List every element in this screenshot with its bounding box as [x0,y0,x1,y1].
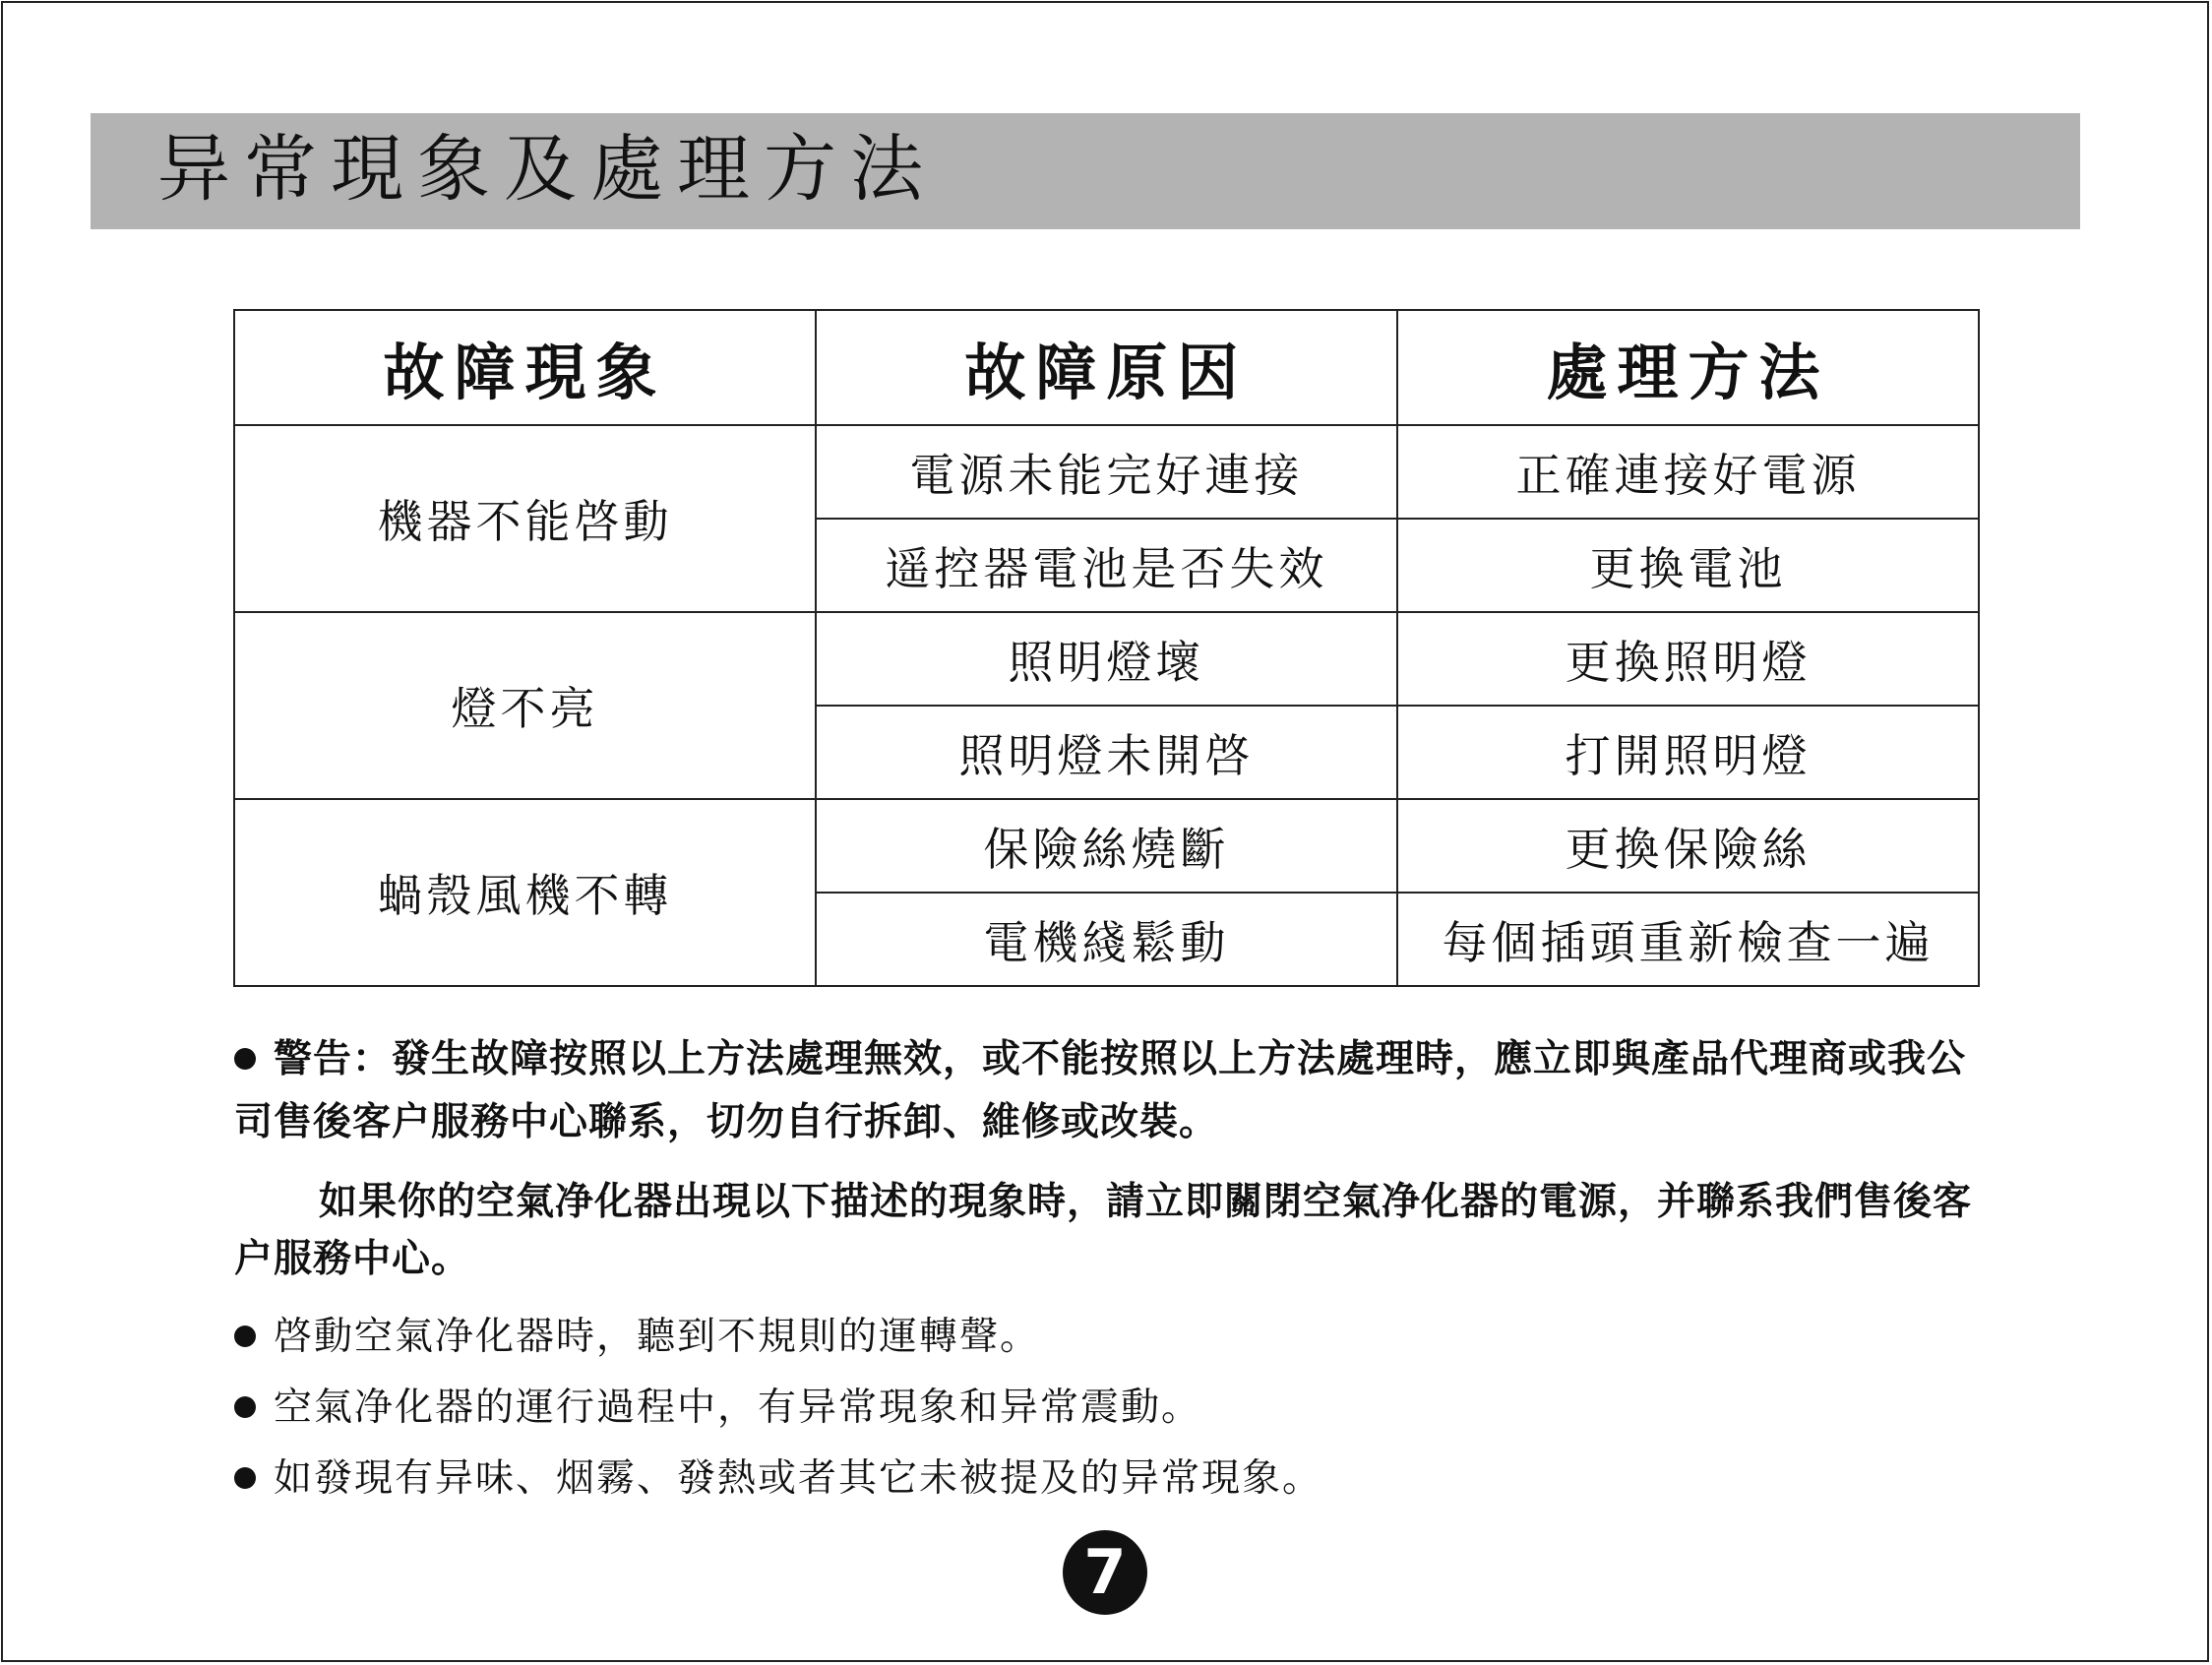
contact-paragraph: 如果你的空氣净化器出現以下描述的現象時，請立即關閉空氣净化器的電源，并聯系我們售後客户服務中心。 [234,1180,1973,1281]
list-item-text: 啓動空氣净化器時，聽到不規則的運轉聲。 [274,1315,1041,1359]
solution-cell: 更換照明燈 [1397,612,1979,706]
header-symptom: 故障現象 [234,310,816,425]
solution-cell: 打開照明燈 [1397,706,1979,799]
cause-cell: 照明燈壞 [816,612,1397,706]
solution-cell: 更換保險絲 [1397,799,1979,893]
title-bar [91,113,2080,229]
notes-section [234,1028,1976,1514]
warning-note [234,1028,1976,1154]
page-title: 异常現象及處理方法 [157,127,937,212]
list-item-text: 空氣净化器的運行過程中，有异常現象和异常震動。 [274,1386,1202,1430]
table-header-row [234,310,1979,425]
list-item [234,1444,1976,1514]
bullet-icon [234,1396,256,1418]
header-cause: 故障原因 [816,310,1397,425]
solution-cell: 每個插頭重新檢查一遍 [1397,893,1979,986]
table-row [234,799,1979,893]
solution-cell: 更換電池 [1397,519,1979,612]
bullet-icon [234,1048,256,1070]
table-row [234,425,1979,519]
list-item [234,1302,1976,1373]
list-item-text: 如發現有异味、烟霧、發熱或者其它未被提及的异常現象。 [274,1456,1323,1501]
cause-cell: 保險絲燒斷 [816,799,1397,893]
symptom-cell: 燈不亮 [234,612,816,799]
bullet-icon [234,1467,256,1489]
symptom-cell: 蝸殼風機不轉 [234,799,816,986]
header-solution: 處理方法 [1397,310,1979,425]
list-item [234,1373,1976,1444]
page-number-badge: 7 [1063,1530,1147,1615]
cause-cell: 電機綫鬆動 [816,893,1397,986]
cause-cell: 遥控器電池是否失效 [816,519,1397,612]
warning-text: 警告：發生故障按照以上方法處理無效，或不能按照以上方法處理時，應立即與產品代理商或我公司售後客户服務中心聯系，切勿自行拆卸、維修或改裝。 [234,1037,1967,1144]
troubleshooting-table [233,309,1980,987]
cause-cell: 電源未能完好連接 [816,425,1397,519]
cause-cell: 照明燈未開啓 [816,706,1397,799]
table-row [234,612,1979,706]
symptom-cell: 機器不能啓動 [234,425,816,612]
solution-cell: 正確連接好電源 [1397,425,1979,519]
bullet-icon [234,1326,256,1347]
